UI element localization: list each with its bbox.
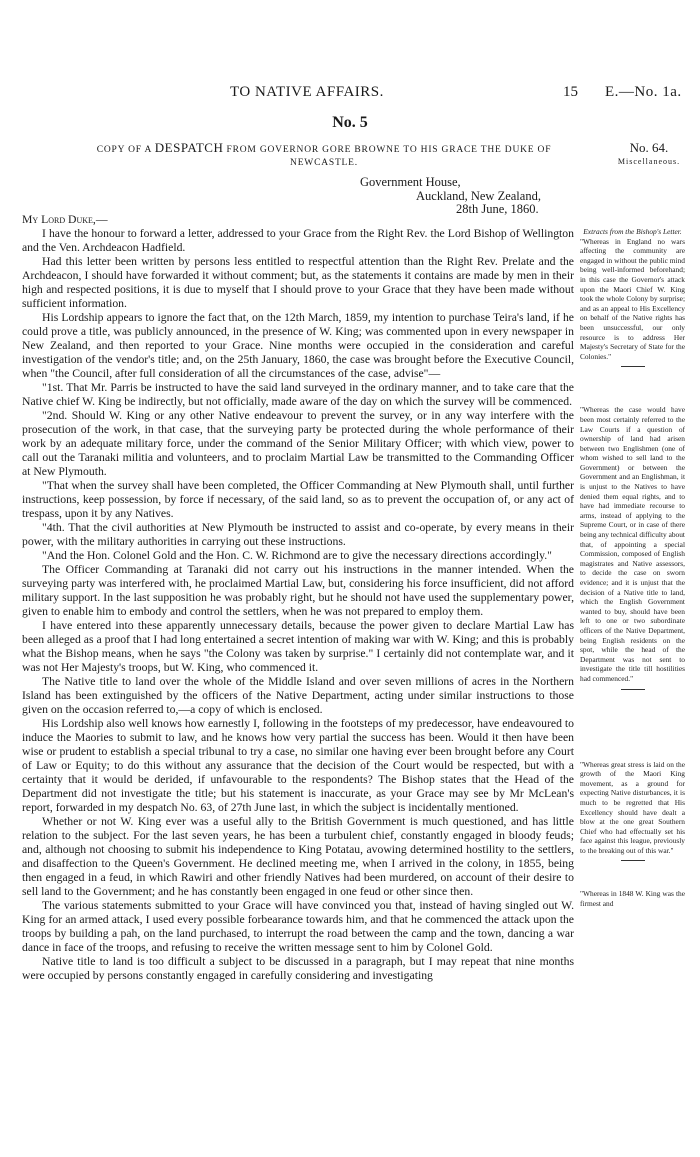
address-line-1: Government House, <box>360 175 461 189</box>
address-line-2: Auckland, New Zealand, <box>416 188 541 203</box>
body-paragraph: "2nd. Should W. King or any other Native endeavour to prevent the survey, or in any way interfere with the prosecution of the work, in that case, that the surveying party be protected during the whole performance of their work by an adequate military force, under the command of the Senior Military Officer; with which view, power to call out the Taranaki militia and volunteers, and to proclaim Martial Law be transmitted to the Commanding Officer at New Plymouth. <box>22 409 574 478</box>
margin-note <box>580 227 685 367</box>
body-paragraph: The various statements submitted to your Grace will have convinced you that, instead of having singled out W. King for an armed attack, I used every possible forbearance towards him, and that he commenced the attack upon the troops by building a pah, on the land purchased, to interrupt the road between the camp and the town, dancing a war dance in face of the troops, and refusing to receive the written message sent to him by Colonel Gold. <box>22 899 574 954</box>
body-paragraph: Native title to land is too difficult a subject to be discussed in a paragraph, but I may repeat that nine months were occupied by persons constantly engaged in carefully considering and investigating <box>22 955 574 982</box>
salutation: My Lord Duke,— <box>22 213 108 226</box>
body-paragraph: Had this letter been written by persons less entitled to respectful attention than the Right Rev. Prelate and the Archdeacon, I should have forwarded it without comment; but, as the statements it contains are made by men in their high and respected positions, it is due to myself that I should prove to your Grace that they have been made without sufficient information. <box>22 255 574 310</box>
paper-reference: E.—No. 1a. <box>605 84 682 100</box>
body-paragraph: His Lordship also well knows how earnestly I, following in the footsteps of my predecessor, have endeavoured to induce the Maories to submit to law, and he knows how very partial the success has been. Would it then have been wise or prudent to establish a special tribunal to try a case, no similar one having ever been brought before any Court of Law or Equity; to do this without any assurance that the decision of the Court would be respected, but with a certainty that it would be derided, if unfavourable to the respondents? The Bishop states that the Head of the Department did not investigate the title; but his statement is inaccurate, as your Grace may see by Mr McLean's report, forwarded in my despatch No. 63, of 27th June last, in which the subject is incidentally mentioned. <box>22 717 574 814</box>
note-divider <box>621 860 645 861</box>
body-paragraph: "That when the survey shall have been completed, the Officer Commanding at New Plymouth shall, until further instructions, keep possession, by force if necessary, of the said land, so as to prevent the occupation of, or any act of trespass, upon it by any Natives. <box>22 479 574 520</box>
body-paragraph: "1st. That Mr. Parris be instructed to have the said land surveyed in the ordinary manner, and to take care that the Native chief W. King be indirectly, but not officially, made aware of the day on which the survey will be commenced. <box>22 381 574 408</box>
side-reference-number: No. 64. <box>629 140 669 155</box>
body-paragraph: "And the Hon. Colonel Gold and the Hon. C. W. Richmond are to give the necessary directions accordingly." <box>42 549 552 562</box>
heading-copy-of: COPY OF A <box>96 145 152 155</box>
margin-note <box>580 405 685 689</box>
margin-note <box>580 889 685 908</box>
margin-notes <box>580 227 685 909</box>
page-number: 15 <box>563 84 578 100</box>
body-paragraph: The Native title to land over the whole of the Middle Island and over seven millions of acres in the Northern Island has been extinguished by the officers of the Native Department, acting under similar instructions to those given on the occasion referred to,—a copy of which is enclosed. <box>22 675 574 716</box>
address-line-3: 28th June, 1860. <box>456 202 539 216</box>
margin-note-text: "Whereas great stress is laid on the growth of the Maori King movement, as a ground for expecting Native disturbances, it is much to be regretted that His Excellency should have dealt a blow at the one great Southern Chief who had effectually set his face against this league, previously to the breaking out of this war." <box>580 759 685 855</box>
body-paragraph: I have entered into these apparently unnecessary details, because the power given to declare Martial Law has been alleged as a proof that I had long entertained a secret intention of making war with W. King; and this is probably what the Bishop means, when he says "the Colony was taken by surprise." I certainly did not contemplate war, and it was not Her Majesty's troops, but W. King, who commenced it. <box>22 619 574 674</box>
margin-note-text: "Whereas in 1848 W. King was the firmest and <box>580 889 685 909</box>
running-head-title: TO NATIVE AFFAIRS. <box>230 84 384 100</box>
heading-despatch: DESPATCH <box>154 140 224 155</box>
heading-rest: FROM GOVERNOR GORE BROWNE TO HIS GRACE THE DUKE OF NEWCASTLE. <box>226 145 552 168</box>
sender-address <box>360 176 560 217</box>
running-head <box>0 84 700 104</box>
margin-note-heading: Extracts from the Bishop's Letter. <box>583 227 682 236</box>
body-paragraph: His Lordship appears to ignore the fact that, on the 12th March, 1859, my intention to purchase Teira's land, if he could prove a title, was publicly announced, in the presence of W. King; was commented upon in every newspaper in New Zealand, and then reported to your Grace. Nine months were occupied in the consideration and careful investigation of the vendor's title; and, on the 25th January, 1860, the case was brought before the Executive Council, when "the Council, after full consideration of all the circumstances of the case, advise"— <box>22 311 574 380</box>
document-number: No. 5 <box>332 114 368 131</box>
side-reference <box>604 140 694 166</box>
despatch-heading <box>84 141 564 170</box>
note-divider <box>621 366 645 367</box>
body-paragraph: "4th. That the civil authorities at New Plymouth be instructed to assist and co-operate, by every means in their power, with the military authorities in carrying out these instructions. <box>22 521 574 548</box>
note-divider <box>621 689 645 690</box>
despatch-body <box>22 213 574 983</box>
margin-note-text: "Whereas in England no wars affecting the community are engaged in without the public mind being well-informed beforehand; in this case the Governor's attack upon the Maori Chief W. King took the whole Colony by surprise; and as an appeal to His Excellency on behalf of the Native rights has been unsuccessful, our only resource is to address Her Majesty's Secretary of State for the Colonies." <box>580 236 685 361</box>
body-paragraph: I have the honour to forward a letter, addressed to your Grace from the Right Rev. the Lord Bishop of Wellington and the Ven. Archdeacon Hadfield. <box>22 227 574 254</box>
margin-note <box>580 760 685 862</box>
side-reference-category: Miscellaneous. <box>617 157 681 166</box>
body-paragraph: Whether or not W. King ever was a useful ally to the British Government is much questioned, and has little relation to the subject. For the last seven years, he has been a turbulent chief, constantly engaged in bloody feuds; and, although not choosing to submit his independence to King Potatau, avowing determined hostility to the settlers, and disaffection to the Queen's Government. He declined meeting me, when I arrived in the colony, in 1855, being then engaged in a feud, in which Rawiri and other friendly Natives had been murdered, on account of their desire to sell land to the Government; and he has constantly been engaged in one feud or other since then. <box>22 815 574 898</box>
margin-note-text: "Whereas the case would have been most certainly referred to the Law Courts if a question of ownership of land had arisen between two Englishmen (one of whom wished to sell land to the Government) or between the Government and an Englishman, it is unjust to the Natives to have denied them equal rights, and to have had immediate recourse to arms, instead of applying to the Supreme Court, or in case of there being any technical difficulty about that, of appointing a special Commission, composed of English magistrates and Native assessors, to decide the case on sworn evidence; and it is unjust that the decision of a Native title to land, which the English Government wanted to buy, should have been left to one or two subordinate officers of the Native Department, being English residents on the spot, while the head of the Department was not sent to investigate the title till hostilities had commenced." <box>580 405 685 683</box>
body-paragraph: The Officer Commanding at Taranaki did not carry out his instructions in the manner intended. When the surveying party was interfered with, he proclaimed Martial Law, but, considering his force insufficient, did not afford military support. In the last supposition he was probably right, but he should not have used the supplementary power, given to enable him to embody and control the settlers, when he was not prepared to employ them. <box>22 563 574 618</box>
